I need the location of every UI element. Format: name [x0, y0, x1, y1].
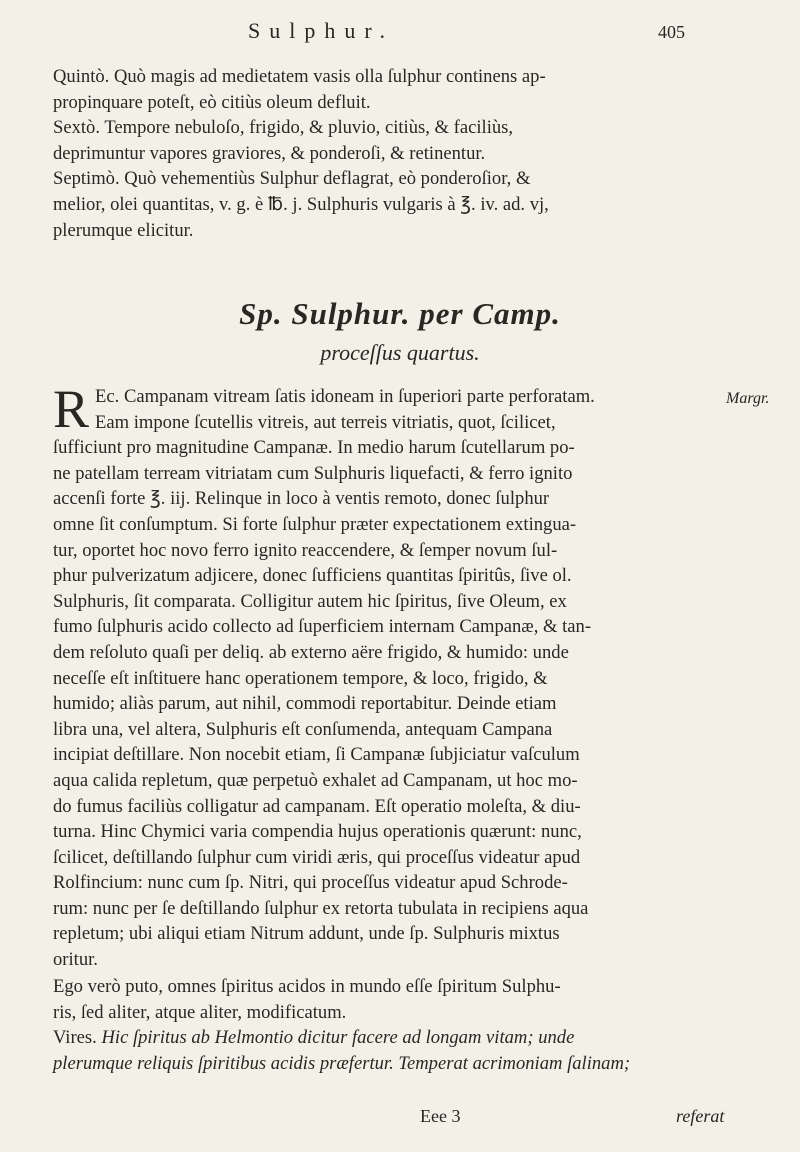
- main-text: [53, 379, 693, 973]
- text-line: repletum; ubi aliqui etiam Nitrum addunt, unde ſp. Sulphuris mixtus: [53, 923, 560, 945]
- text-line: Ec. Campanam vitream ſatis idoneam in ſuperiori parte perforatam.: [95, 386, 595, 407]
- text-line: fumo ſulphuris acido collecto ad ſuperficiem internam Campanæ, & tan-: [53, 616, 592, 638]
- text-line: dem reſoluto quaſi per deliq. ab externo aëre frigido, & humido: unde: [53, 641, 569, 663]
- page-footer: [0, 1106, 800, 1136]
- margin-note: Margr.: [726, 390, 770, 407]
- text-line: humido; aliàs parum, aut nihil, commodi reportabitur. Deinde etiam: [53, 693, 557, 715]
- text-line: libra una, vel altera, Sulphuris eſt conſumenda, antequam Campana: [53, 718, 553, 740]
- text-line: ris, ſed aliter, atque aliter, modificatum.: [53, 1001, 347, 1023]
- text-line: Septimò. Quò vehementiùs Sulphur deflagrat, eò ponderoſior, &: [53, 168, 531, 190]
- text-line: incipiat deſtillare. Non nocebit etiam, ſi Campanæ ſubjiciatur vaſculum: [53, 744, 580, 766]
- section-subtitle: proceſſus quartus.: [320, 340, 480, 365]
- text-line: accenſi forte ℥. iij. Relinque in loco à ventis remoto, donec ſulphur: [53, 488, 550, 510]
- paragraph-quinto: [53, 64, 693, 115]
- text-line: rum: nunc per ſe deſtillando ſulphur ex retorta tubulata in recipiens aqua: [53, 897, 589, 919]
- text-line: Eam impone ſcutellis vitreis, aut terreis vitriatis, quot, ſcilicet,: [95, 411, 556, 433]
- text-line: turna. Hinc Chymici varia compendia hujus operationis quærunt: nunc,: [53, 821, 582, 843]
- text-line: plerumque elicitur.: [53, 219, 194, 241]
- running-head: [0, 14, 800, 48]
- main-paragraph: [53, 379, 693, 973]
- vires-line-1: Hic ſpiritus ab Helmontio dicitur facere ad longam vitam; unde: [101, 1027, 575, 1048]
- text-line: Quintò. Quò magis ad medietatem vasis olla ſulphur continens ap-: [53, 66, 546, 87]
- text-line: Sextò. Tempore nebuloſo, frigido, & pluvio, citiùs, & faciliùs,: [53, 117, 514, 139]
- paragraph-sexto: [53, 115, 693, 166]
- vires-label: Vires.: [53, 1027, 97, 1048]
- text-line: neceſſe eſt inſtituere hanc operationem tempore, & loco, frigido, &: [53, 667, 548, 689]
- text-line: omne ſit conſumptum. Si forte ſulphur præter expectationem extingua-: [53, 513, 577, 535]
- text-line: phur pulverizatum adjicere, donec ſufficiens quantitas ſpiritûs, ſive ol.: [53, 565, 572, 587]
- catchword: referat: [676, 1106, 725, 1126]
- vires-line-2: plerumque reliquis ſpiritibus acidis præfertur. Temperat acrimoniam ſalinam;: [53, 1052, 631, 1074]
- paragraph-vires: [53, 1025, 693, 1076]
- signature-mark: Eee 3: [420, 1106, 461, 1126]
- page-number: 405: [658, 22, 685, 42]
- text-line: aqua calida repletum, quæ perpetuò exhalet ad Campanam, ut hoc mo-: [53, 769, 578, 791]
- text-line: ne patellam terream vitriatam cum Sulphuris liquefacti, & ferro ignito: [53, 462, 573, 484]
- text-line: melior, olei quantitas, v. g. è ℔. j. Sulphuris vulgaris à ℥. iv. ad. vj,: [53, 193, 549, 215]
- text-line: Rolfincium: nunc cum ſp. Nitri, qui proceſſus videatur apud Schrode-: [53, 872, 568, 894]
- text-line: ſufficiunt pro magnitudine Campanæ. In medio harum ſcutellarum po-: [53, 437, 575, 459]
- paragraph-septimo: [53, 166, 693, 243]
- section-title: Sp. Sulphur. per Camp.: [239, 296, 561, 331]
- text-line: Ego verò puto, omnes ſpiritus acidos in mundo eſſe ſpiritum Sulphu-: [53, 976, 561, 997]
- text-line: do fumus faciliùs colligatur ad campanam. Eſt operatio moleſta, & diu-: [53, 795, 581, 817]
- text-line: tur, oportet hoc novo ferro ignito reaccendere, & ſemper novum ſul-: [53, 539, 558, 561]
- paragraphs-top: [53, 64, 693, 243]
- text-line: Sulphuris, ſit comparata. Colligitur autem hic ſpiritus, ſive Oleum, ex: [53, 590, 567, 612]
- text-line: ſcilicet, deſtillando ſulphur cum viridi æris, qui proceſſus videatur apud: [53, 846, 581, 868]
- running-title: Sulphur.: [248, 18, 394, 43]
- text-line: oritur.: [53, 949, 98, 971]
- text-line: deprimuntur vapores graviores, & ponderoſi, & retinentur.: [53, 142, 486, 164]
- drop-cap: R: [53, 379, 90, 439]
- paragraph-ego: [53, 974, 693, 1025]
- text-line: propinquare poteſt, eò citiùs oleum defluit.: [53, 91, 371, 113]
